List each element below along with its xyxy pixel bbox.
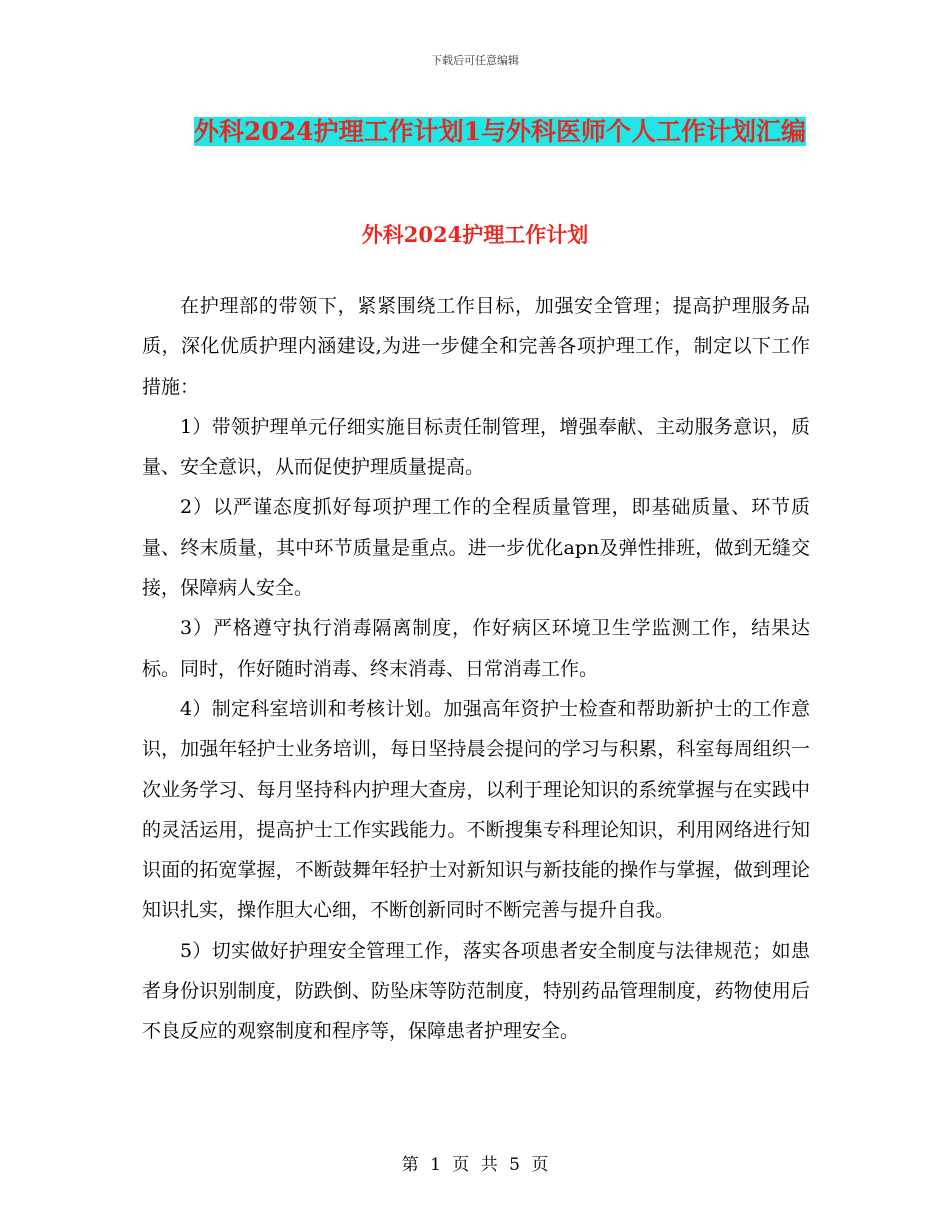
paragraph-intro: 在护理部的带领下，紧紧围绕工作目标，加强安全管理；提高护理服务品质，深化优质护理内涵建设,为进一步健全和完善各项护理工作，制定以下工作措施： bbox=[142, 295, 810, 398]
paragraph-item-2: 2）以严谨态度抓好每项护理工作的全程质量管理，即基础质量、环节质量、终末质量，其中环节质量是重点。进一步优化apn及弹性排班，做到无缝交接，保障病人安全。 bbox=[142, 496, 810, 600]
body-text bbox=[142, 286, 810, 1052]
paragraph-item-5: 5）切实做好护理安全管理工作，落实各项患者安全制度与法律规范；如患者身份识别制度，防跌倒、防坠床等防范制度，特别药品管理制度，药物使用后不良反应的观察制度和程序等，保障患者护理安全。 bbox=[142, 939, 810, 1043]
page-indicator: 第 1 页 共 5 页 bbox=[401, 1155, 549, 1175]
paragraph-item-3: 3）严格遵守执行消毒隔离制度，作好病区环境卫生学监测工作，结果达标。同时，作好随时消毒、终末消毒、日常消毒工作。 bbox=[142, 617, 810, 680]
section-title: 外科2024护理工作计划 bbox=[361, 222, 589, 247]
document-title-highlight: 外科2024护理工作计划1与外科医师个人工作计划汇编 bbox=[194, 117, 806, 146]
document-title bbox=[180, 110, 820, 154]
paragraph-item-4: 4）制定科室培训和考核计划。加强高年资护士检查和帮助新护士的工作意识，加强年轻护士业务培训，每日坚持晨会提问的学习与积累，科室每周组织一次业务学习、每月坚持科内护理大查房，以利于理论知识的系统掌握与在实践中的灵活运用，提高护士工作实践能力。不断搜集专科理论知识，利用网络进行知识面的拓宽掌握，不断鼓舞年轻护士对新知识与新技能的操作与掌握，做到理论知识扎实，操作胆大心细，不断创新同时不断完善与提升自我。 bbox=[142, 697, 810, 922]
header-note: 下载后可任意编辑 bbox=[431, 54, 519, 67]
paragraph-item-1: 1）带领护理单元仔细实施目标责任制管理，增强奉献、主动服务意识，质量、安全意识，从而促使护理质量提高。 bbox=[142, 415, 810, 479]
